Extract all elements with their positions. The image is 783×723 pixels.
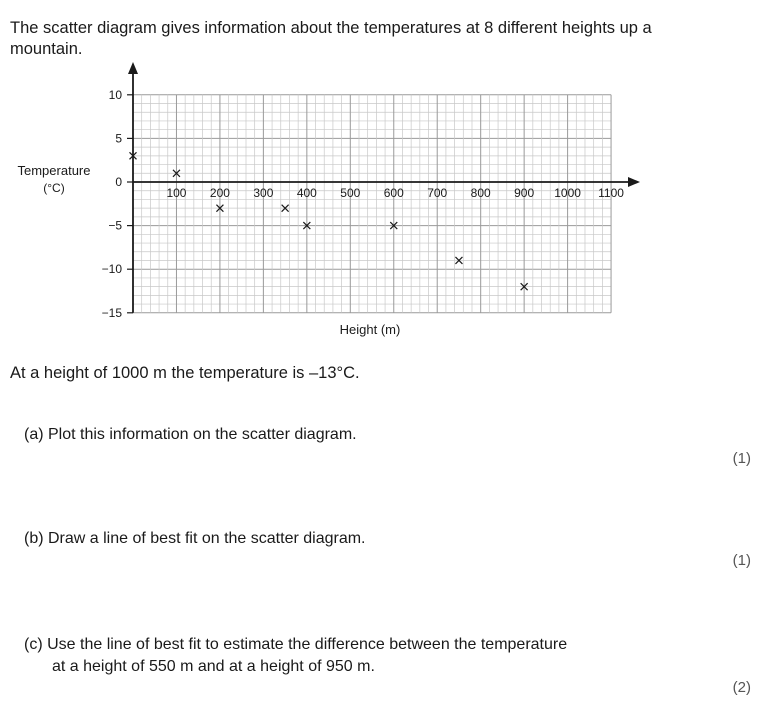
- x-tick-label: 100: [166, 186, 187, 200]
- y-tick-label: −10: [101, 262, 122, 277]
- x-axis-label: Height (m): [339, 322, 401, 337]
- scatter-diagram: [0, 0, 783, 360]
- y-axis-label-line1: Temperature: [17, 163, 91, 178]
- x-tick-label: 500: [340, 186, 361, 200]
- y-axis-label-line2: (°C): [43, 181, 65, 195]
- part-a-text: (a) Plot this information on the scatter diagram.: [24, 426, 357, 443]
- x-tick-label: 300: [253, 186, 274, 200]
- y-tick-label: −5: [108, 218, 122, 233]
- part-c-text-line2: at a height of 550 m and at a height of 950 m.: [52, 658, 375, 675]
- x-tick-label: 200: [209, 186, 230, 200]
- x-tick-label: 1000: [554, 186, 581, 200]
- y-tick-label: 10: [108, 87, 122, 102]
- y-axis-arrow: [128, 62, 138, 74]
- given-information: At a height of 1000 m the temperature is –13°C.: [10, 364, 360, 382]
- x-tick-label: 800: [470, 186, 491, 200]
- x-tick-label: 600: [383, 186, 404, 200]
- y-tick-label: 5: [115, 131, 122, 146]
- x-axis-ticks: [166, 186, 624, 200]
- part-c-text-line1: (c) Use the line of best fit to estimate the difference between the temperature: [24, 636, 568, 653]
- part-a-marks: (1): [732, 450, 751, 467]
- part-b-text: (b) Draw a line of best fit on the scatter diagram.: [24, 530, 366, 547]
- part-c-marks: (2): [732, 679, 751, 696]
- x-tick-label: 400: [296, 186, 317, 200]
- question-intro: The scatter diagram gives information about the temperatures at 8 different heights up a mountain.: [10, 19, 652, 58]
- part-b-marks: (1): [732, 552, 751, 569]
- x-tick-label: 1100: [598, 186, 624, 200]
- x-axis-arrow: [628, 177, 640, 187]
- y-axis-ticks: [102, 88, 133, 320]
- x-tick-label: 700: [427, 186, 448, 200]
- chart-grid: [133, 95, 611, 313]
- y-tick-label: 0: [115, 175, 122, 189]
- x-tick-label: 900: [514, 186, 535, 200]
- y-tick-label: −15: [101, 305, 122, 320]
